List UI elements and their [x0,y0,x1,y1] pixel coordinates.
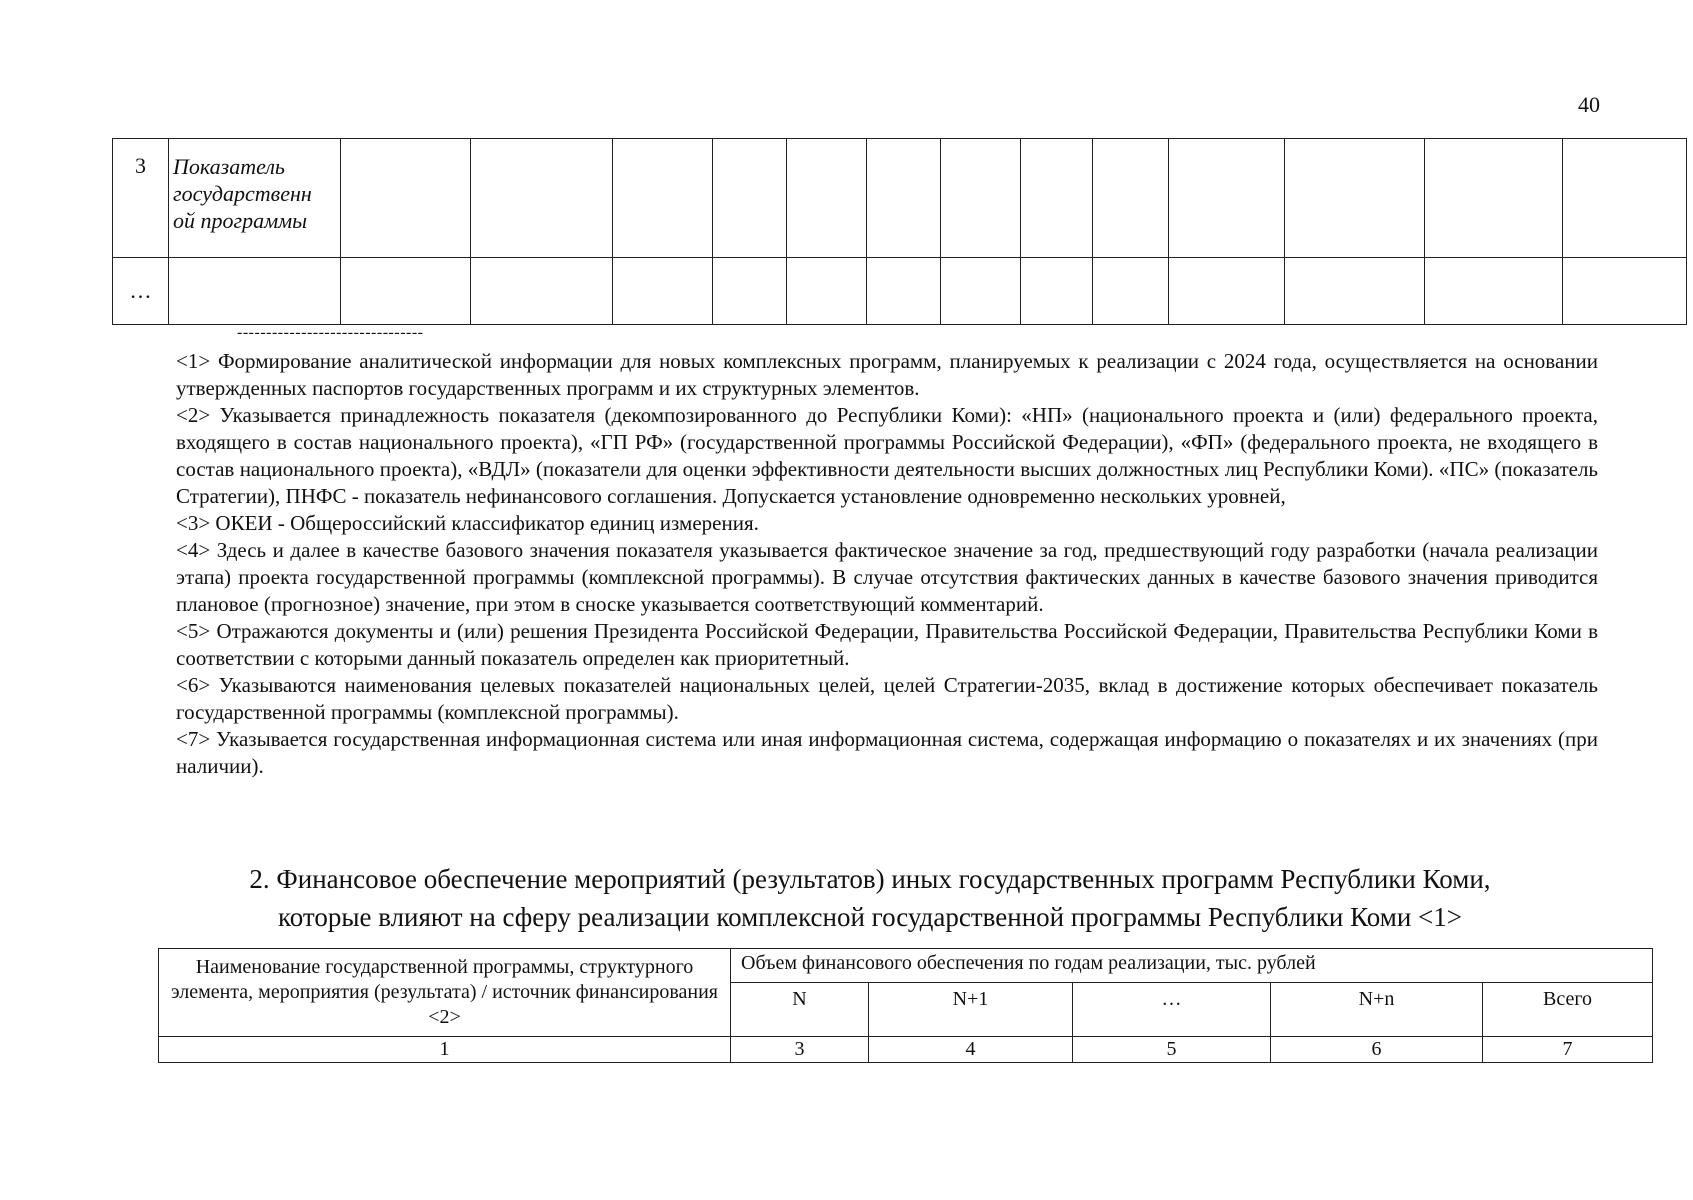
section-title: 2. Финансовое обеспечение мероприятий (результатов) иных государственных программ Республики Коми, которые влияют на сферу реализации комплексной государственной программы Республики Коми <1> [249,864,1491,932]
footnote-1: <1> Формирование аналитической информации для новых комплексных программ, планируемых к реализации с 2024 года, осуществляется на основании утвержденных паспортов государственных программ и их структурных элементов. [176,349,1598,400]
total-header: Всего [1483,983,1653,1037]
table-cell [713,258,787,325]
footnote-3: <3> ОКЕИ - Общероссийский классификатор единиц измерения. [176,511,759,535]
table-cell [1425,258,1563,325]
row-label: Показатель государственн ой программы [169,139,341,258]
table-cell [471,139,613,258]
year-header: N+1 [869,983,1073,1037]
row-number: … [113,258,169,325]
table-cell [613,139,713,258]
table-cell [787,258,867,325]
table-cell [613,258,713,325]
footnote-6: <6> Указываются наименования целевых показателей национальных целей, целей Стратегии-2035, вклад в достижение которых обеспечивает показатель государственной программы (комплексной программы). [176,673,1598,724]
table-cell [1563,139,1687,258]
footnote-5: <5> Отражаются документы и (или) решения Президента Российской Федерации, Правительства Российской Федерации, Правительства Республики Коми в соответствии с которыми данный показатель определен как приоритетный. [176,619,1598,670]
footnote-7: <7> Указывается государственная информационная система или иная информационная система, содержащая информацию о показателях и их значениях (при наличии). [176,727,1598,778]
table-cell [1093,139,1169,258]
footnotes [176,348,1598,780]
row-label [169,258,341,325]
year-header: N+n [1271,983,1483,1037]
table-row [113,258,1687,325]
column-number: 5 [1073,1037,1271,1063]
table-cell [713,139,787,258]
table-cell [941,139,1021,258]
column-number: 7 [1483,1037,1653,1063]
row-number: 3 [113,139,169,258]
footnote-4: <4> Здесь и далее в качестве базового значения показателя указывается фактическое значение за год, предшествующий году разработки (начала реализации этапа) проекта государственной программы (комплексной программы). В случае отсутствия фактических данных в качестве базового значения приводится плановое (прогнозное) значение, при этом в сноске указывается соответствующий комментарий. [176,538,1598,616]
volume-header: Объем финансового обеспечения по годам реализации, тыс. рублей [731,949,1653,983]
table-cell [1285,258,1425,325]
table-cell [941,258,1021,325]
table-cell [1169,139,1285,258]
table-cell [1563,258,1687,325]
table-cell [787,139,867,258]
footnote-divider: -------------------------------- [237,324,424,341]
table-cell [341,258,471,325]
indicators-table [112,138,1687,325]
column-number: 1 [159,1037,731,1063]
year-header: … [1073,983,1271,1037]
table-cell [471,258,613,325]
table-cell [1021,139,1093,258]
table-cell [1021,258,1093,325]
page-number: 40 [1578,92,1600,117]
name-column-header: Наименование государственной программы, структурного элемента, мероприятия (результата) / источник финансирования <2> [159,949,731,1037]
table-cell [1169,258,1285,325]
table-cell [1285,139,1425,258]
table-cell [341,139,471,258]
financing-table [158,948,1653,1063]
year-header: N [731,983,869,1037]
table-cell [867,139,941,258]
column-number: 4 [869,1037,1073,1063]
table-row [113,139,1687,258]
table-cell [1425,139,1563,258]
table-cell [867,258,941,325]
footnote-2: <2> Указывается принадлежность показателя (декомпозированного до Республики Коми): «НП» (национального проекта и (или) федерального проекта, входящего в состав национального проекта), «ГП РФ» (государственной программы Российской Федерации), «ФП» (федерального проекта, не входящего в состав национального проекта), «ВДЛ» (показатели для оценки эффективности деятельности высших должностных лиц Республики Коми). «ПС» (показатель Стратегии), ПНФС - показатель нефинансового соглашения. Допускается установление одновременно нескольких уровней, [176,403,1598,508]
column-number: 6 [1271,1037,1483,1063]
column-number: 3 [731,1037,869,1063]
table-cell [1093,258,1169,325]
